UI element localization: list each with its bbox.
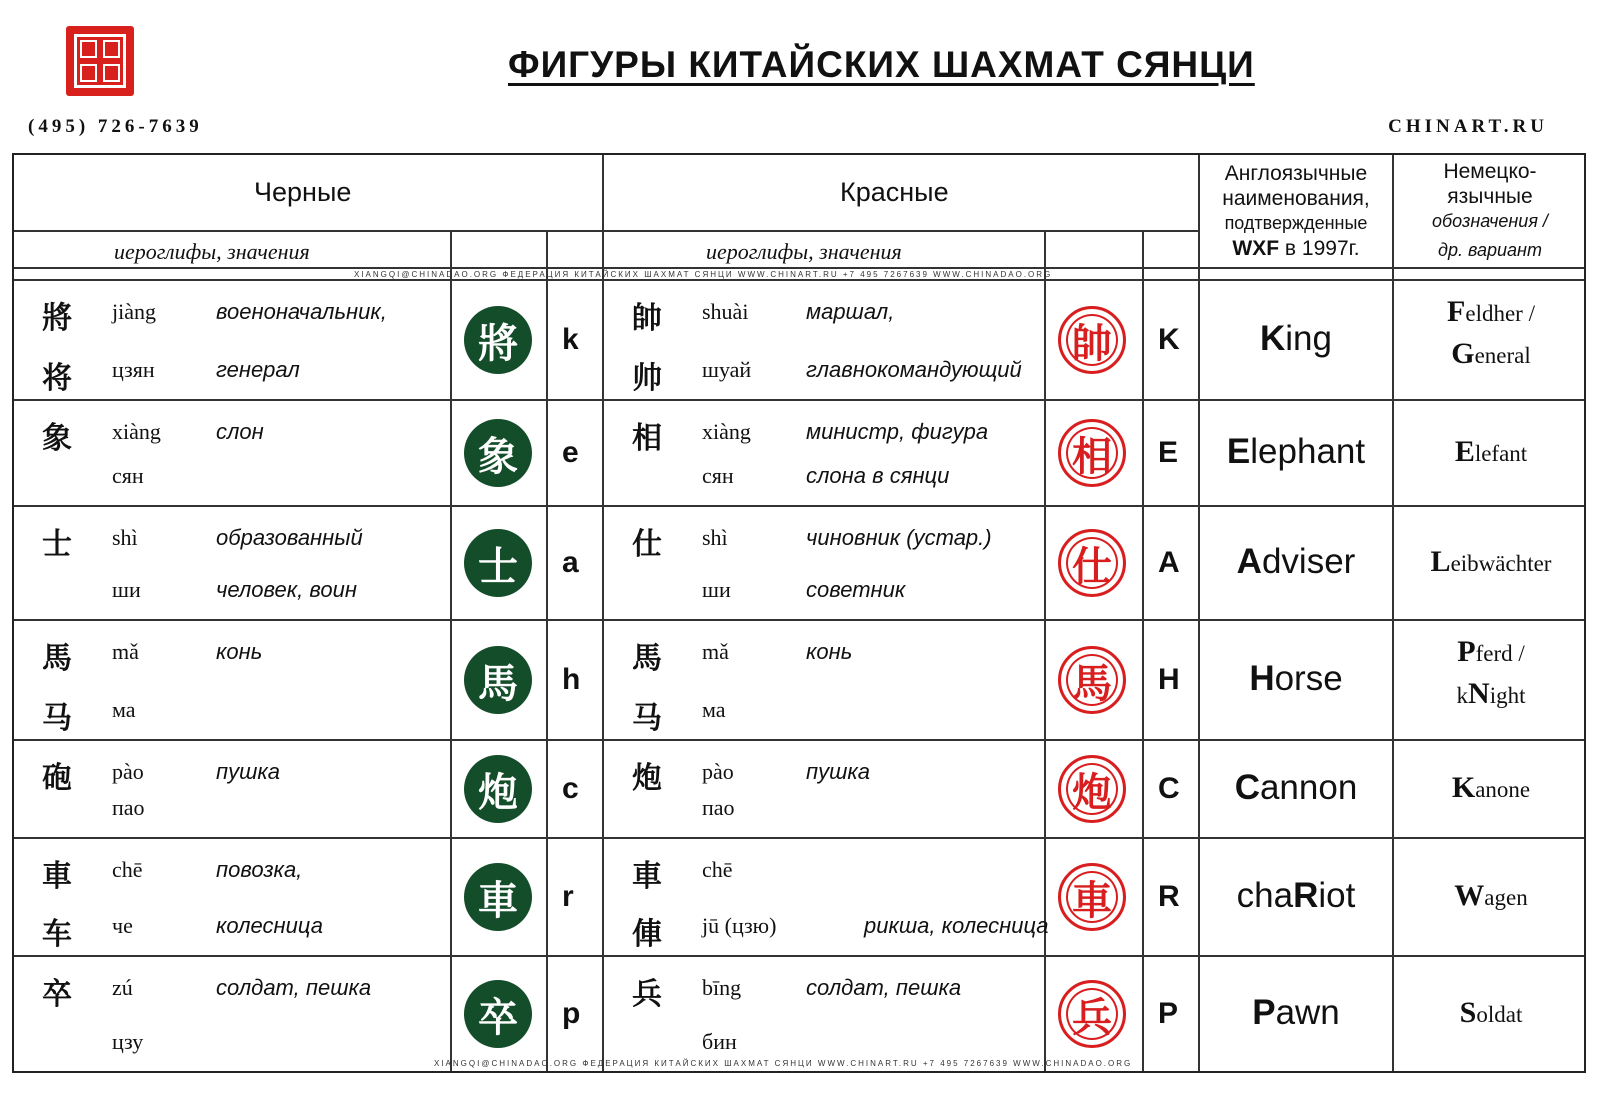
pinyin: pào (112, 759, 144, 784)
german-name-initial: W (1454, 879, 1485, 912)
meaning-line: конь (806, 639, 853, 664)
cyrillic-reading: ши (702, 577, 731, 602)
english-name-part: annon (1259, 768, 1358, 807)
german-name (1406, 295, 1576, 371)
pinyin: pào (702, 759, 734, 784)
cyrillic-reading: сян (702, 463, 734, 488)
english-name-part: dviser (1261, 542, 1356, 581)
hanzi-simplified: 将 (42, 361, 72, 396)
hanzi-traditional: 相 (632, 421, 662, 456)
english-name (1202, 993, 1390, 1033)
german-name-line (1406, 545, 1576, 579)
english-name (1202, 542, 1390, 582)
hanzi-traditional: 車 (632, 859, 662, 894)
black-piece-disc: 象 (464, 419, 532, 487)
german-name-line (1406, 879, 1576, 913)
cyrillic-reading: пао (702, 795, 735, 820)
german-name-line (1406, 996, 1576, 1030)
meaning-line: чиновник (устар.) (806, 525, 992, 550)
german-name-part: anone (1475, 777, 1531, 802)
pinyin: xiàng (702, 419, 751, 444)
pinyin: zú (112, 975, 133, 1000)
english-name-initial: K (1260, 319, 1286, 358)
hanzi-simplified: 车 (42, 917, 72, 952)
meaning-line: образованный (216, 525, 363, 550)
english-name-initial: E (1226, 432, 1251, 471)
red-piece-disc: 馬 (1058, 646, 1126, 714)
meaning-line: советник (806, 577, 906, 602)
notation-letter: A (1158, 546, 1180, 579)
german-header-line: обозначения / (1432, 211, 1548, 231)
notation-letter: C (1158, 772, 1180, 805)
divider (14, 230, 1198, 232)
pinyin: xiàng (112, 419, 161, 444)
meaning-line: рикша, колесница (864, 913, 1049, 938)
german-name-part: eneral (1474, 343, 1531, 368)
german-name-initial: S (1459, 996, 1477, 1029)
hanzi-traditional: 象 (42, 421, 72, 456)
english-header-line: наименования, (1222, 187, 1370, 210)
hanzi-traditional: 炮 (632, 761, 662, 796)
english-name-part: orse (1274, 659, 1343, 698)
pinyin: shuài (702, 299, 749, 324)
cyrillic-reading: jū (цзю) (702, 913, 777, 938)
hanzi-traditional: 仕 (632, 527, 662, 562)
german-name-line (1406, 337, 1576, 371)
meaning-line: слон (216, 419, 264, 444)
german-name-line (1406, 295, 1576, 329)
german-name-part: lefant (1474, 441, 1528, 466)
german-name-part: k (1456, 683, 1469, 708)
meaning-line: конь (216, 639, 263, 664)
hanzi-traditional: 將 (42, 301, 72, 336)
website: CHINART.RU (1388, 116, 1548, 137)
german-name-part: eibwächter (1450, 551, 1552, 576)
german-name-line (1406, 771, 1576, 805)
hanzi-traditional: 馬 (42, 641, 72, 676)
red-subheader: иероглифы, значения (706, 239, 902, 264)
notation-letter: K (1158, 323, 1180, 356)
notation-letter: p (562, 997, 581, 1030)
cyrillic-reading: бин (702, 1029, 737, 1054)
red-piece-disc: 炮 (1058, 755, 1126, 823)
hanzi-traditional: 帥 (632, 301, 662, 336)
hanzi-traditional: 馬 (632, 641, 662, 676)
cyrillic-reading: ма (112, 697, 136, 722)
german-name-part: eldher / (1465, 301, 1535, 326)
table-row (14, 507, 1584, 619)
english-name-initial: P (1252, 993, 1276, 1032)
german-name-initial: G (1451, 337, 1475, 370)
phone-number: (495) 726-7639 (28, 116, 203, 137)
meaning-line: слона в сянци (806, 463, 950, 488)
table-row (14, 281, 1584, 399)
english-header-line: Англоязычные (1224, 162, 1368, 185)
meaning-line: маршал, (806, 299, 895, 324)
german-name (1406, 545, 1576, 579)
black-piece-disc: 卒 (464, 980, 532, 1048)
german-name (1406, 771, 1576, 805)
english-header-line: подтвержденные (1224, 213, 1368, 233)
german-name-line (1406, 635, 1576, 669)
english-name (1202, 876, 1390, 916)
english-header (1202, 161, 1390, 261)
english-name-initial: A (1236, 542, 1262, 581)
meaning-line: повозка, (216, 857, 303, 882)
meaning-line: солдат, пешка (216, 975, 372, 1000)
pieces-table (12, 153, 1586, 1073)
english-name-part: cha (1236, 876, 1294, 915)
english-name (1202, 659, 1390, 699)
black-piece-disc: 馬 (464, 646, 532, 714)
red-piece-disc: 兵 (1058, 980, 1126, 1048)
page-title: ФИГУРЫ КИТАЙСКИХ ШАХМАТ СЯНЦИ (508, 44, 1255, 85)
pinyin: bīng (702, 975, 742, 1000)
german-name (1406, 635, 1576, 711)
german-name-part: ferd / (1475, 641, 1525, 666)
watermark-strip: XIANGQI@CHINADAO.ORG ФЕДЕРАЦИЯ КИТАЙСКИХ ШАХМАТ СЯНЦИ WWW.CHINART.RU +7 495 7267639 WWW.CHINADAO.ORG (434, 1059, 1133, 1068)
german-name-initial: E (1454, 435, 1475, 468)
red-piece-disc: 車 (1058, 863, 1126, 931)
black-piece-disc: 車 (464, 863, 532, 931)
notation-letter: k (562, 323, 579, 356)
english-name-initial: H (1249, 659, 1275, 698)
divider (14, 267, 1584, 269)
english-name (1202, 768, 1390, 808)
meaning-line: колесница (216, 913, 323, 938)
english-name-initial: R (1293, 876, 1319, 915)
german-name-part: agen (1484, 885, 1528, 910)
black-subheader: иероглифы, значения (114, 239, 310, 264)
pinyin: shì (112, 525, 138, 550)
watermark-strip: XIANGQI@CHINADAO.ORG ФЕДЕРАЦИЯ КИТАЙСКИХ ШАХМАТ СЯНЦИ WWW.CHINART.RU +7 495 7267639 WWW.CHINADAO.ORG (354, 270, 1053, 279)
table-row (14, 839, 1584, 955)
german-name-part: oldat (1476, 1002, 1523, 1027)
meaning-line: солдат, пешка (806, 975, 962, 1000)
hanzi-traditional: 卒 (42, 977, 72, 1012)
table-row (14, 741, 1584, 837)
notation-letter: P (1158, 997, 1179, 1030)
german-header (1396, 159, 1584, 263)
notation-letter: R (1158, 880, 1180, 913)
pinyin: mǎ (112, 639, 139, 664)
german-header-line: Немецко- (1443, 160, 1537, 183)
cyrillic-reading: ма (702, 697, 726, 722)
german-name-initial: K (1451, 771, 1476, 804)
meaning-line: военоначальник, (216, 299, 387, 324)
cyrillic-reading: че (112, 913, 133, 938)
meaning-line: генерал (216, 357, 300, 382)
hanzi-traditional: 砲 (42, 761, 72, 796)
hanzi-traditional: 士 (42, 527, 72, 562)
german-name-initial: N (1468, 677, 1490, 710)
hanzi-simplified: 俥 (632, 917, 662, 952)
hanzi-traditional: 車 (42, 859, 72, 894)
german-header-line: язычные (1447, 185, 1533, 208)
german-name-part: ight (1489, 683, 1526, 708)
pinyin: chē (702, 857, 733, 882)
english-name-part: awn (1275, 993, 1340, 1032)
notation-letter: E (1158, 436, 1179, 469)
notation-letter: e (562, 436, 579, 469)
german-name (1406, 879, 1576, 913)
pinyin: chē (112, 857, 143, 882)
notation-letter: h (562, 663, 581, 696)
english-header-line: WXF в 1997г. (1232, 237, 1360, 260)
table-row (14, 621, 1584, 739)
chinart-seal-logo (66, 26, 134, 96)
table-row (14, 957, 1584, 1071)
german-name (1406, 996, 1576, 1030)
meaning-line: министр, фигура (806, 419, 989, 444)
notation-letter: c (562, 772, 579, 805)
red-piece-disc: 帥 (1058, 306, 1126, 374)
cyrillic-reading: цзу (112, 1029, 144, 1054)
german-name-initial: F (1447, 295, 1466, 328)
english-name-part: lephant (1250, 432, 1366, 471)
english-name (1202, 432, 1390, 472)
notation-letter: r (562, 880, 574, 913)
pinyin: shì (702, 525, 728, 550)
pinyin: mǎ (702, 639, 729, 664)
cyrillic-reading: сян (112, 463, 144, 488)
hanzi-traditional: 兵 (632, 977, 662, 1012)
german-name (1406, 435, 1576, 469)
english-name-part: iot (1318, 876, 1356, 915)
english-name (1202, 319, 1390, 359)
german-name-line (1406, 677, 1576, 711)
notation-letter: a (562, 546, 579, 579)
hanzi-simplified: 马 (42, 701, 72, 736)
meaning-line: главнокомандующий (806, 357, 1022, 382)
pinyin: jiàng (112, 299, 156, 324)
german-name-initial: L (1430, 545, 1451, 578)
red-header: Красные (840, 177, 949, 207)
hanzi-simplified: 马 (632, 701, 662, 736)
english-name-part: ing (1285, 319, 1332, 358)
red-piece-disc: 仕 (1058, 529, 1126, 597)
meaning-line: пушка (216, 759, 280, 784)
hanzi-simplified: 帅 (632, 361, 662, 396)
table-row (14, 401, 1584, 505)
german-name-initial: P (1457, 635, 1476, 668)
black-header: Черные (254, 177, 352, 207)
black-piece-disc: 將 (464, 306, 532, 374)
cyrillic-reading: шуай (702, 357, 752, 382)
meaning-line: человек, воин (216, 577, 357, 602)
english-name-initial: C (1234, 768, 1260, 807)
german-header-line: др. вариант (1438, 240, 1542, 260)
red-piece-disc: 相 (1058, 419, 1126, 487)
cyrillic-reading: пао (112, 795, 145, 820)
notation-letter: H (1158, 663, 1180, 696)
cyrillic-reading: ши (112, 577, 141, 602)
black-piece-disc: 炮 (464, 755, 532, 823)
black-piece-disc: 士 (464, 529, 532, 597)
german-name-line (1406, 435, 1576, 469)
cyrillic-reading: цзян (112, 357, 155, 382)
meaning-line: пушка (806, 759, 870, 784)
